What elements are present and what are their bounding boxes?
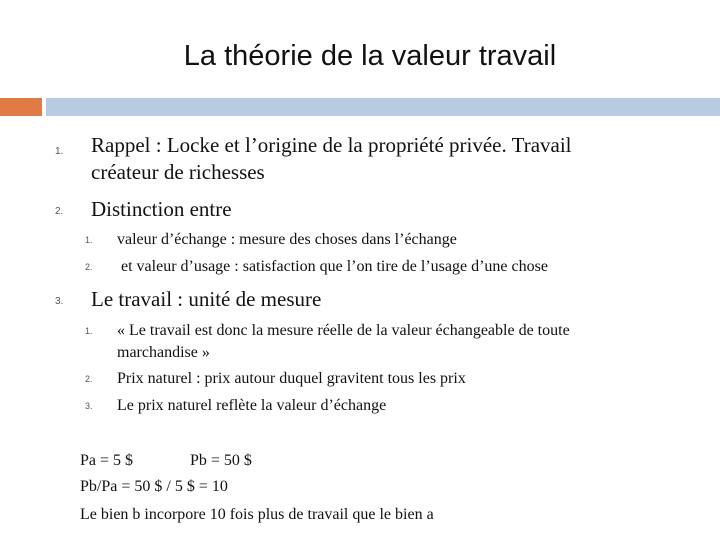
sublist-number: 2. — [85, 262, 93, 272]
price-b: Pb = 50 $ — [190, 452, 252, 469]
accent-bar-blue — [46, 98, 720, 116]
sublist-item-text: et valeur d’usage : satisfaction que l’on tire de l’usage d’une chose — [121, 258, 548, 275]
sublist-item-text: valeur d’échange : mesure des choses dans l’échange — [117, 231, 457, 248]
list-number: 1. — [55, 146, 64, 157]
price-a: Pa = 5 $ — [80, 452, 134, 469]
list-number: 3. — [55, 296, 64, 307]
sublist-item-text: Prix naturel : prix autour duquel gravitent tous les prix — [117, 370, 466, 387]
sublist-number: 2. — [85, 374, 93, 384]
sublist-item-text: Le prix naturel reflète la valeur d’échange — [117, 397, 387, 414]
list-item-text: Rappel : Locke et l’origine de la propriété privée. Travail — [91, 133, 572, 157]
sublist-number: 3. — [85, 401, 93, 411]
sublist-item-text: « Le travail est donc la mesure réelle de la valeur échangeable de toute — [117, 322, 570, 339]
sublist-number: 1. — [85, 326, 93, 336]
price-ratio: Pb/Pa = 50 $ / 5 $ = 10 — [80, 478, 228, 495]
accent-bar-orange — [0, 98, 42, 116]
list-item-text: Le travail : unité de mesure — [91, 287, 322, 311]
list-item-text: créateur de richesses — [91, 160, 265, 184]
list-item-text: Distinction entre — [91, 197, 232, 221]
list-number: 2. — [55, 206, 64, 217]
sublist-item-text: marchandise » — [117, 344, 210, 361]
sublist-number: 1. — [85, 235, 93, 245]
slide-title: La théorie de la valeur travail — [183, 40, 557, 72]
conclusion-text: Le bien b incorpore 10 fois plus de travail que le bien a — [80, 506, 434, 523]
